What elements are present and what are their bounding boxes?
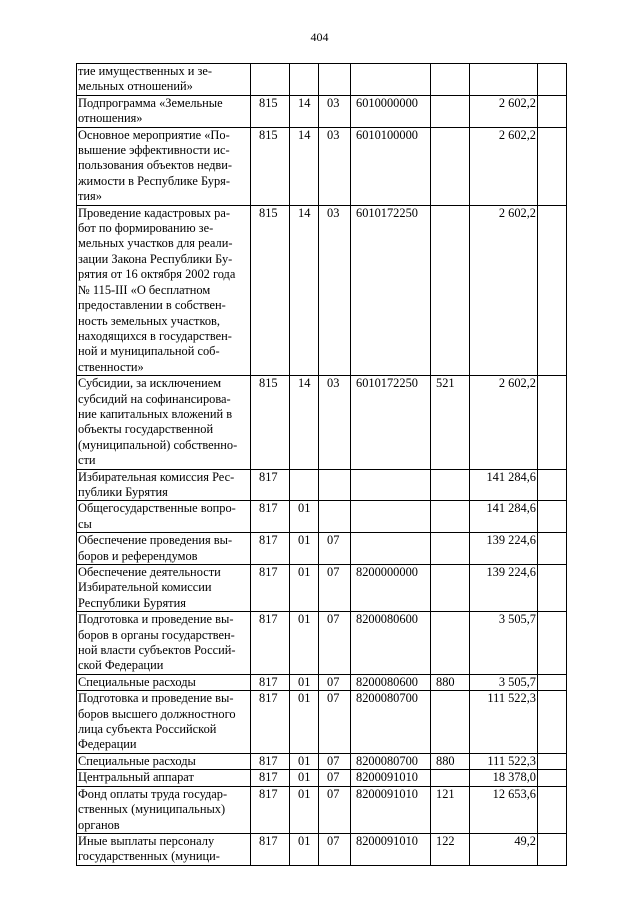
cell-amount: 139 224,6 [470, 533, 538, 565]
table-row [77, 691, 567, 754]
table-row [77, 770, 567, 786]
cell-section: 14 [290, 205, 319, 375]
cell-section: 01 [290, 753, 319, 769]
cell-target-article: 6010100000 [351, 127, 431, 205]
cell-subsection: 03 [319, 205, 351, 375]
cell-amount: 141 284,6 [470, 501, 538, 533]
item-name-line: ной и муниципальной соб- [78, 344, 220, 359]
table-row [77, 533, 567, 565]
cell-empty [538, 95, 567, 127]
table-row [77, 833, 567, 865]
cell-empty [538, 127, 567, 205]
cell-section: 01 [290, 533, 319, 565]
cell-admin-code: 817 [251, 691, 290, 754]
cell-item-name [77, 786, 251, 833]
item-name-line: Субсидии, за исключением [78, 376, 222, 391]
cell-target-article: 6010172250 [351, 205, 431, 375]
cell-expense-type: 521 [431, 376, 470, 469]
cell-empty [538, 376, 567, 469]
cell-target-article: 8200091010 [351, 770, 431, 786]
budget-table-body [77, 64, 567, 866]
cell-subsection: 07 [319, 674, 351, 690]
item-name-line: Федерации [78, 737, 137, 752]
cell-subsection [319, 501, 351, 533]
cell-expense-type [431, 469, 470, 501]
cell-subsection: 07 [319, 612, 351, 675]
cell-admin-code: 817 [251, 565, 290, 612]
cell-subsection: 03 [319, 95, 351, 127]
item-name-line: Избирательная комиссия Рес- [78, 469, 235, 484]
table-row [77, 376, 567, 469]
cell-target-article: 8200000000 [351, 565, 431, 612]
cell-subsection: 03 [319, 376, 351, 469]
cell-empty [538, 565, 567, 612]
cell-empty [538, 533, 567, 565]
item-name-line: тия» [78, 189, 102, 204]
cell-expense-type [431, 205, 470, 375]
item-name-line: органов [78, 817, 120, 832]
cell-subsection [319, 64, 351, 96]
item-name-line: мельных участков для реали- [78, 236, 233, 251]
cell-admin-code: 817 [251, 469, 290, 501]
item-name-line: тие имущественных и зе- [78, 64, 212, 78]
item-name-line: Иные выплаты персоналу [78, 833, 215, 848]
cell-empty [538, 691, 567, 754]
cell-section [290, 469, 319, 501]
cell-subsection: 07 [319, 691, 351, 754]
item-name-line: ственности» [78, 359, 144, 374]
cell-amount: 2 602,2 [470, 95, 538, 127]
cell-subsection: 07 [319, 565, 351, 612]
cell-target-article: 8200080700 [351, 691, 431, 754]
cell-subsection: 07 [319, 786, 351, 833]
item-name-line: Подготовка и проведение вы- [78, 691, 234, 706]
cell-amount: 111 522,3 [470, 753, 538, 769]
page-number: 404 [310, 30, 329, 44]
item-name-line: зации Закона Республики Бу- [78, 251, 233, 266]
cell-target-article: 6010000000 [351, 95, 431, 127]
cell-subsection: 07 [319, 770, 351, 786]
item-name-line: вышение эффективности ис- [78, 143, 230, 158]
item-name-line: Подпрограмма «Земельные [78, 95, 223, 110]
cell-item-name [77, 533, 251, 565]
table-row [77, 95, 567, 127]
cell-admin-code: 815 [251, 95, 290, 127]
cell-admin-code: 817 [251, 753, 290, 769]
cell-amount: 139 224,6 [470, 565, 538, 612]
table-row [77, 64, 567, 96]
cell-amount: 3 505,7 [470, 612, 538, 675]
cell-admin-code: 817 [251, 770, 290, 786]
item-name-line: ской Федерации [78, 658, 164, 673]
item-name-line: боров в органы государствен- [78, 627, 235, 642]
item-name-line: сы [78, 516, 92, 531]
cell-amount: 111 522,3 [470, 691, 538, 754]
cell-section: 14 [290, 127, 319, 205]
item-name-line: пользования объектов недви- [78, 158, 232, 173]
item-name-line: Специальные расходы [78, 753, 196, 768]
item-name-line: Центральный аппарат [78, 770, 194, 785]
cell-amount: 12 653,6 [470, 786, 538, 833]
cell-section: 01 [290, 565, 319, 612]
cell-section [290, 64, 319, 96]
cell-admin-code: 815 [251, 376, 290, 469]
cell-target-article: 6010172250 [351, 376, 431, 469]
cell-admin-code: 817 [251, 674, 290, 690]
cell-subsection [319, 469, 351, 501]
cell-expense-type [431, 770, 470, 786]
cell-expense-type [431, 64, 470, 96]
cell-expense-type [431, 533, 470, 565]
cell-item-name [77, 565, 251, 612]
cell-empty [538, 674, 567, 690]
table-row [77, 612, 567, 675]
cell-empty [538, 833, 567, 865]
budget-table [76, 63, 567, 866]
cell-item-name [77, 469, 251, 501]
item-name-line: жимости в Республике Буря- [78, 173, 230, 188]
item-name-line: публики Бурятия [78, 484, 168, 499]
cell-item-name [77, 205, 251, 375]
cell-expense-type [431, 501, 470, 533]
cell-admin-code: 817 [251, 612, 290, 675]
item-name-line: бот по формированию зе- [78, 221, 214, 236]
cell-empty [538, 770, 567, 786]
table-row [77, 501, 567, 533]
item-name-line: объекты государственной [78, 422, 214, 437]
cell-expense-type: 880 [431, 753, 470, 769]
item-name-line: предоставлении в собствен- [78, 298, 226, 313]
item-name-line: ность земельных участков, [78, 313, 220, 328]
item-name-line: лица субъекта Российской [78, 722, 217, 737]
cell-subsection: 07 [319, 833, 351, 865]
cell-admin-code: 815 [251, 127, 290, 205]
item-name-line: мельных отношений» [78, 79, 193, 94]
cell-section: 01 [290, 674, 319, 690]
cell-target-article: 8200080600 [351, 674, 431, 690]
cell-expense-type: 121 [431, 786, 470, 833]
item-name-line: ние капитальных вложений в [78, 406, 233, 421]
cell-expense-type [431, 612, 470, 675]
cell-item-name [77, 376, 251, 469]
cell-amount: 2 602,2 [470, 205, 538, 375]
cell-section: 01 [290, 501, 319, 533]
cell-item-name [77, 612, 251, 675]
item-name-line: Основное мероприятие «По- [78, 127, 230, 142]
item-name-line: субсидий на софинансирова- [78, 391, 231, 406]
cell-amount: 2 602,2 [470, 127, 538, 205]
cell-item-name [77, 64, 251, 96]
cell-section: 01 [290, 691, 319, 754]
item-name-line: Обеспечение деятельности [78, 565, 221, 579]
cell-empty [538, 501, 567, 533]
cell-target-article [351, 64, 431, 96]
cell-item-name [77, 833, 251, 865]
cell-section: 14 [290, 95, 319, 127]
table-row [77, 786, 567, 833]
cell-section: 14 [290, 376, 319, 469]
cell-target-article [351, 469, 431, 501]
cell-item-name [77, 770, 251, 786]
item-name-line: № 115-III «О бесплатном [78, 282, 211, 297]
table-row [77, 674, 567, 690]
item-name-line: сти [78, 453, 96, 468]
item-name-line: боров высшего должностного [78, 706, 236, 721]
cell-section: 01 [290, 786, 319, 833]
cell-expense-type [431, 565, 470, 612]
cell-empty [538, 612, 567, 675]
table-row [77, 565, 567, 612]
table-row [77, 753, 567, 769]
cell-subsection: 07 [319, 753, 351, 769]
cell-empty [538, 753, 567, 769]
cell-subsection: 03 [319, 127, 351, 205]
item-name-line: Специальные расходы [78, 674, 196, 689]
cell-amount: 18 378,0 [470, 770, 538, 786]
cell-item-name [77, 753, 251, 769]
item-name-line: Республики Бурятия [78, 595, 186, 610]
cell-target-article [351, 501, 431, 533]
cell-target-article: 8200080700 [351, 753, 431, 769]
item-name-line: Обеспечение проведения вы- [78, 533, 233, 548]
cell-section: 01 [290, 612, 319, 675]
cell-item-name [77, 95, 251, 127]
cell-expense-type [431, 691, 470, 754]
item-name-line: ной власти субъектов Россий- [78, 643, 236, 658]
table-row [77, 127, 567, 205]
cell-amount: 141 284,6 [470, 469, 538, 501]
cell-subsection: 07 [319, 533, 351, 565]
cell-admin-code: 815 [251, 205, 290, 375]
cell-admin-code: 817 [251, 501, 290, 533]
cell-item-name [77, 501, 251, 533]
cell-empty [538, 469, 567, 501]
cell-amount: 3 505,7 [470, 674, 538, 690]
cell-item-name [77, 691, 251, 754]
item-name-line: ственных (муниципальных) [78, 802, 226, 817]
item-name-line: государственных (муници- [78, 849, 220, 864]
cell-item-name [77, 127, 251, 205]
cell-target-article: 8200091010 [351, 786, 431, 833]
cell-admin-code: 817 [251, 533, 290, 565]
table-row [77, 469, 567, 501]
item-name-line: рятия от 16 октября 2002 года [78, 267, 236, 282]
item-name-line: отношения» [78, 111, 143, 126]
cell-expense-type: 880 [431, 674, 470, 690]
item-name-line: находящихся в государствен- [78, 328, 232, 343]
cell-expense-type [431, 127, 470, 205]
cell-amount: 2 602,2 [470, 376, 538, 469]
cell-empty [538, 205, 567, 375]
cell-expense-type [431, 95, 470, 127]
cell-expense-type: 122 [431, 833, 470, 865]
item-name-line: Общегосударственные вопро- [78, 501, 236, 516]
table-row [77, 205, 567, 375]
item-name-line: Подготовка и проведение вы- [78, 612, 234, 627]
item-name-line: боров и референдумов [78, 548, 198, 563]
cell-target-article: 8200091010 [351, 833, 431, 865]
cell-empty [538, 64, 567, 96]
cell-admin-code [251, 64, 290, 96]
cell-amount [470, 64, 538, 96]
item-name-line: (муниципальной) собственно- [78, 437, 238, 452]
item-name-line: Проведение кадастровых ра- [78, 205, 230, 220]
cell-target-article: 8200080600 [351, 612, 431, 675]
cell-section: 01 [290, 833, 319, 865]
item-name-line: Избирательной комиссии [78, 580, 212, 595]
cell-admin-code: 817 [251, 833, 290, 865]
cell-item-name [77, 674, 251, 690]
cell-section: 01 [290, 770, 319, 786]
item-name-line: Фонд оплаты труда государ- [78, 786, 228, 801]
cell-target-article [351, 533, 431, 565]
cell-admin-code: 817 [251, 786, 290, 833]
cell-amount: 49,2 [470, 833, 538, 865]
cell-empty [538, 786, 567, 833]
